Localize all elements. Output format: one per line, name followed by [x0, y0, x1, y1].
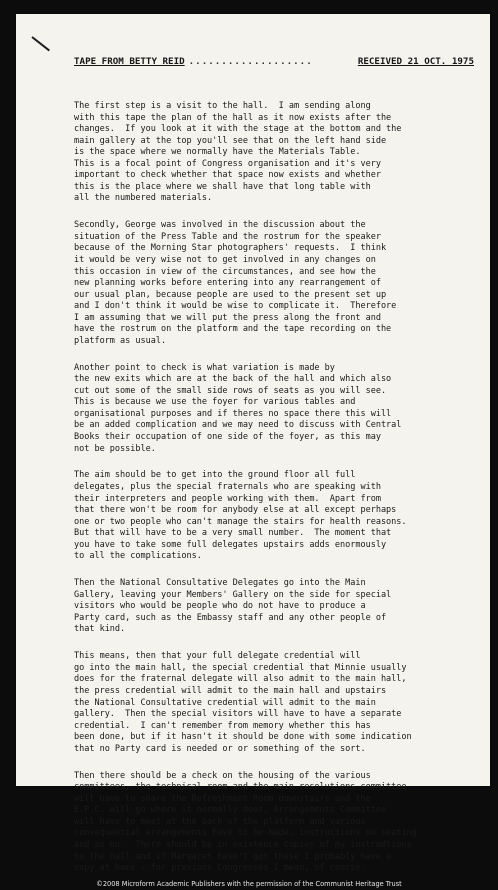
paragraph-2: Secondly, George was involved in the discussion about the situation of the Press Table and the rostrum for the speaker because of the Morning Star photographers' requests. I think it would be very wise not to get involved in any changes on this occasion in view of the circumstances, and see how the new planning works before entering into any rearrangement of our usual plan, because people are used to the present set up and I don't think it would be wise to complicate it. Therefore I am assuming that we will put the press along the front and have the rostrum on the platform and the tape recording on the platform as usual. — [74, 220, 397, 346]
paragraph-3: Another point to check is what variation is made by the new exits which are at the back of the hall and which also cut out some of the small side rows of seats as you will see. This is because we use the foyer for various tables and organisational purposes and if theres no space there this will be an added complication and we may need to discuss with Central Books their occupation of one side of the foyer, as this may not be possible. — [74, 362, 402, 454]
pencil-mark — [31, 36, 50, 51]
paragraph-6: This means, then that your full delegate credential will go into the main hall, the special credential that Minnie usually does for the fraternal delegate will also admit to the main hall, the press credential will admit to the main hall and upstairs the National Consultative credential will admit to the main gallery. Then the special visitors will have to have a separate credential. I can't remember from memory whether this has been done, but if it hasn't it should be done with some indication that no Party card is needed or or something of the sort. — [74, 651, 412, 754]
paragraph-7: Then there should be a check on the housing of the various committees, the technical room and the main resolutions committee will have to share the Refreshment Room downstairs and the E.P.C. will go where it normally does, Arrangements Committee will have to meet at the back of the platform and various consequential arrangements have to be made, instructions on seating and so on. There should be in existence copies of my instrudtions to the hall and if Margaret hasn't got these I probably have a copy at home - for previous Congresses I mean, of course. — [74, 770, 417, 874]
header-received-date: RECEIVED 21 OCT. 1975 — [357, 56, 474, 67]
header-leader-dots: ................... — [188, 56, 313, 67]
document-header — [74, 56, 474, 67]
copyright-footer: ©2008 Microform Academic Publishers with the permission of the Communist Heritage Trust — [96, 880, 402, 888]
document-page — [16, 14, 490, 874]
paragraph-5: Then the National Consultative Delegates go into the Main Gallery, leaving your Members' Gallery on the side for special visitors who would be people who do not have to produce a Party card, such as the Embassy staff and any other people of that kind. — [74, 578, 392, 635]
document-body — [74, 101, 479, 890]
paragraph-4: The aim should be to get into the ground floor all full delegates, plus the special fraternals who are speaking with their interpreters and people working with them. Apart from that there won't be room for anybody else at all except perhaps one or two people who can't manage the stairs for health reasons. But that will have to be a very small number. The moment that you have to take some full delegates upstairs adds enormously to all the complications. — [74, 470, 407, 562]
paragraph-1: The first step is a visit to the hall. I am sending along with this tape the plan of the hall as it now exists after the changes. If you look at it with the stage at the bottom and the main gallery at the top you'll see that on the left hand side is the space where we normally have the Materials Table. This is a focal point of Congress organisation and it's very important to check whether that space now exists and whether this is the place where we shall have that long table with all the numbered materials. — [74, 101, 402, 204]
header-from: TAPE FROM BETTY REID — [74, 56, 185, 67]
